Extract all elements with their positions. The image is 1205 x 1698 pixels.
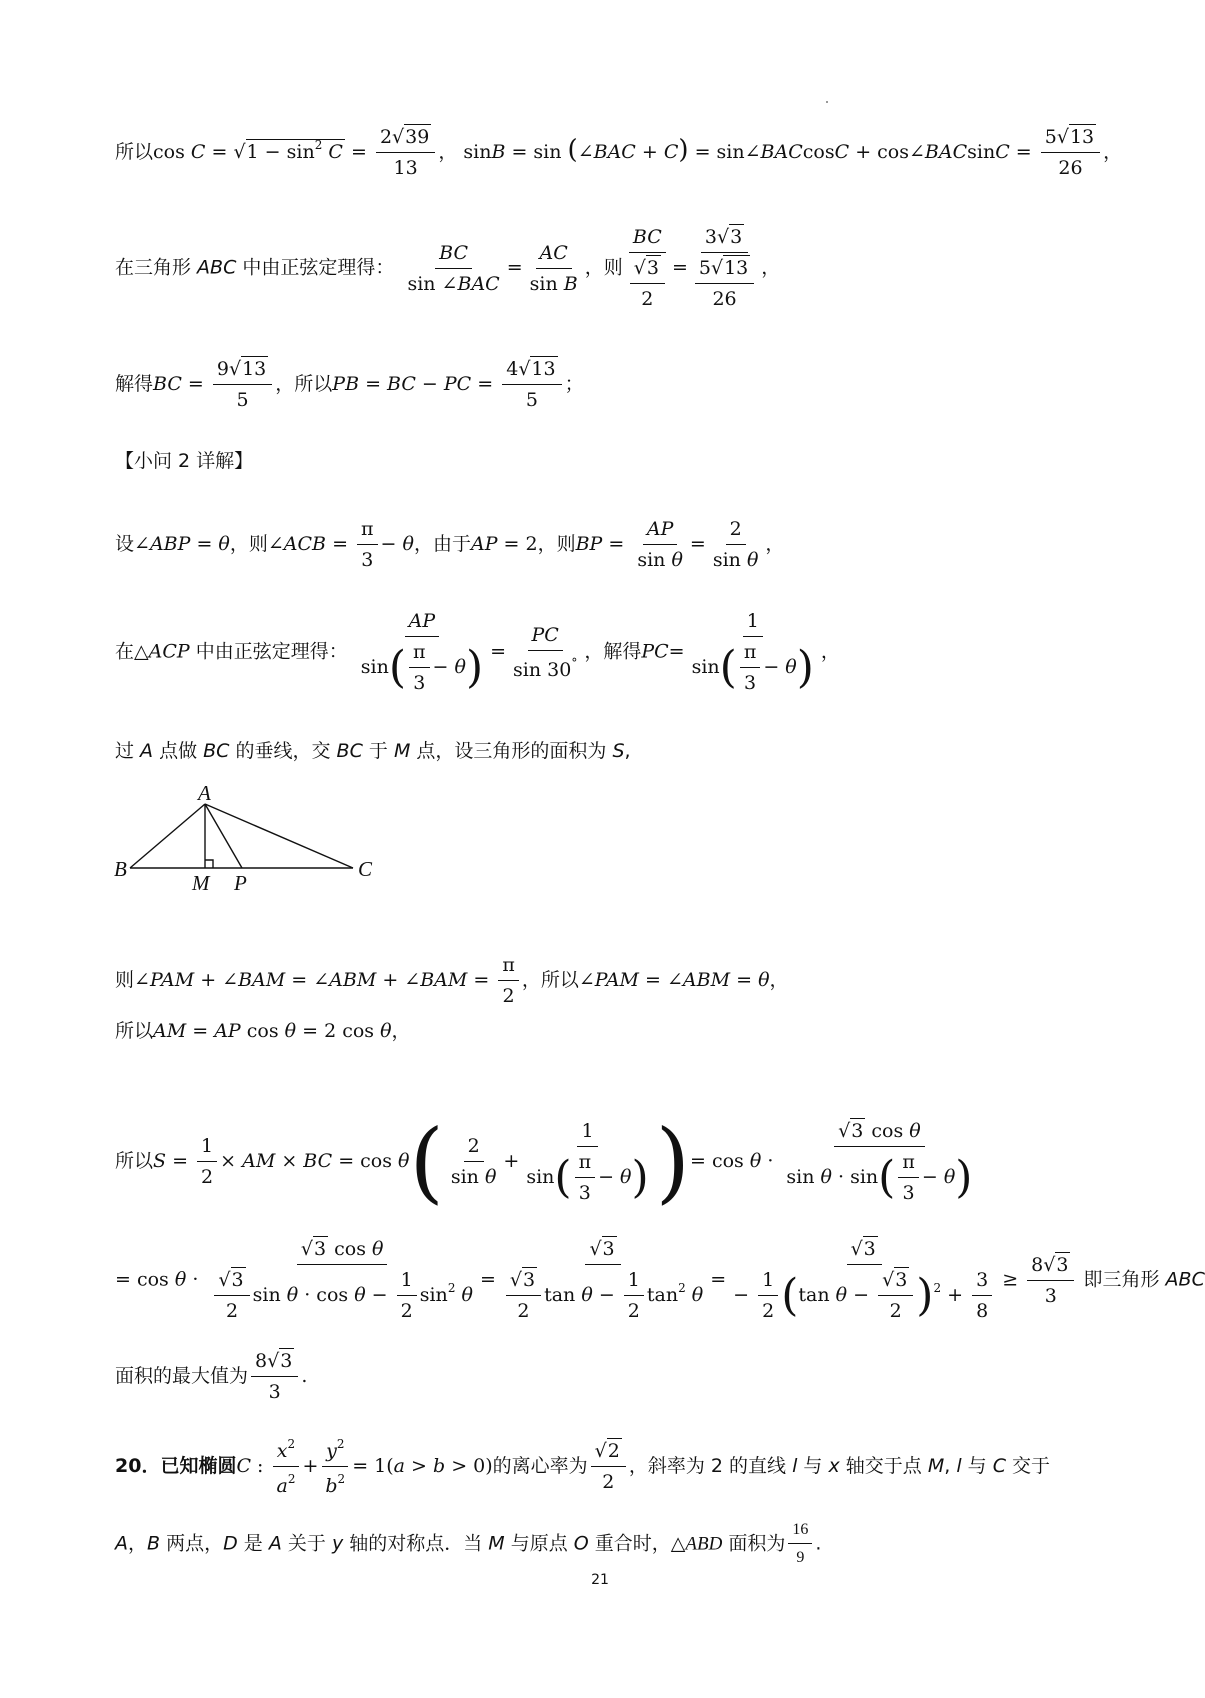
page-number: 21 xyxy=(591,1572,609,1588)
line-law-of-sines-acp: 在△ACP 中由正弦定理得： AP sin( $\frac{\pi}{3}$ − θ) = $\frac{PC}{\sin 30^\circ}$ ，解得PC= 1 sin( $\frac{\pi}{3}$ − θ) ， xyxy=(115,610,840,694)
line-bc-pb: 解得BC = $\frac{9√13}{5}$ ，所以PB = BC − PC = $\frac{4√13}{5}$ ； xyxy=(115,358,584,411)
line-max-area: 面积的最大值为 $\frac{8√3}{3}$ . xyxy=(115,1350,308,1403)
triangle-figure xyxy=(110,781,380,895)
line-am: 所以AM = AP cos θ = 2 cos θ， xyxy=(115,1020,411,1042)
line-law-of-sines-abc: 在三角形 ABC 中由正弦定理得： $\frac{BC}{\text{sin ∠BAC}}$ = $\frac{AC}{\text{sin B}}$ ，则 $\frac{BC}{\frac{√3}{2}}$ = $\frac{3√3}{\frac{5√13}{26}}$ ， xyxy=(115,226,781,310)
line-simplification: = cos θ · √3 cos θ $\frac{√3}{2}$ sin θ · cos θ − $\frac{1}{2}$ $\sin^2 \theta$ = √3 $\frac{√3}{2}$ tan θ − $\frac{1}{2}$ $\tan^2 \theta$ = √3 − $\frac{1}{2}$ (tan θ − $\frac{√3}{2}$ )$^2$ + $\frac{3}{8}$ ≥ $\frac{8√3}{3}$ 即三角形 ABC xyxy=(115,1238,1205,1322)
problem-20-line-2: A，B 两点，D 是 A 关于 y 轴的对称点．当 M 与原点 O 重合时，△ABD 面积为 $\frac{16}{9}$ . xyxy=(115,1521,822,1566)
line-cosC-sinB: 所以$\cos C = √1 - \sin^2 C$ = $\frac{2√39}{13}$ ， sinB = sin (∠BAC + C) = sin∠BACcosC + cos∠BACsinC = $\frac{5√13}{26}$ ， xyxy=(115,126,1123,179)
label-M: M xyxy=(192,871,210,895)
line-angle-pam: 则∠PAM + ∠BAM = ∠ABM + ∠BAM = $\frac{\pi}{2}$ ，所以∠PAM = ∠ABM = θ， xyxy=(115,954,789,1007)
label-A: A xyxy=(198,781,211,805)
subquestion-2-heading: 【小问 2 详解】 xyxy=(115,450,254,472)
line-perpendicular: 过 A 点做 BC 的垂线，交 BC 于 M 点，设三角形的面积为 S, xyxy=(115,740,631,762)
label-B: B xyxy=(114,857,127,881)
problem-20-line-1: 20．已知椭圆C : $\frac{x^2}{a^2}$ + $\frac{y^2}{b^2}$ = 1(a > b > 0)的离心率为 $\frac{√2}{2}$ ，斜率为 2 的直线 l 与 x 轴交于点 M, l 与 C 交于 xyxy=(115,1437,1051,1497)
line-area-s: 所以S = $\frac{1}{2}$ × AM × BC = cos θ( $\frac{2}{\text{sin θ}}$ + 1 sin( $\frac{\pi}{3}$ − θ) )= cos θ · √3 cos θ sin θ · sin( $\frac{\pi}{3}$ − θ) xyxy=(115,1110,973,1213)
line-set-theta: 设∠ABP = θ，则∠ACB = $\frac{\pi}{3}$ − θ，由于AP = 2，则BP = $\frac{AP}{\text{sin θ}}$ = $\frac{2}{\text{sin θ}}$ ， xyxy=(115,518,785,571)
scan-dot xyxy=(826,101,828,103)
label-P: P xyxy=(234,871,247,895)
label-C: C xyxy=(358,857,373,881)
